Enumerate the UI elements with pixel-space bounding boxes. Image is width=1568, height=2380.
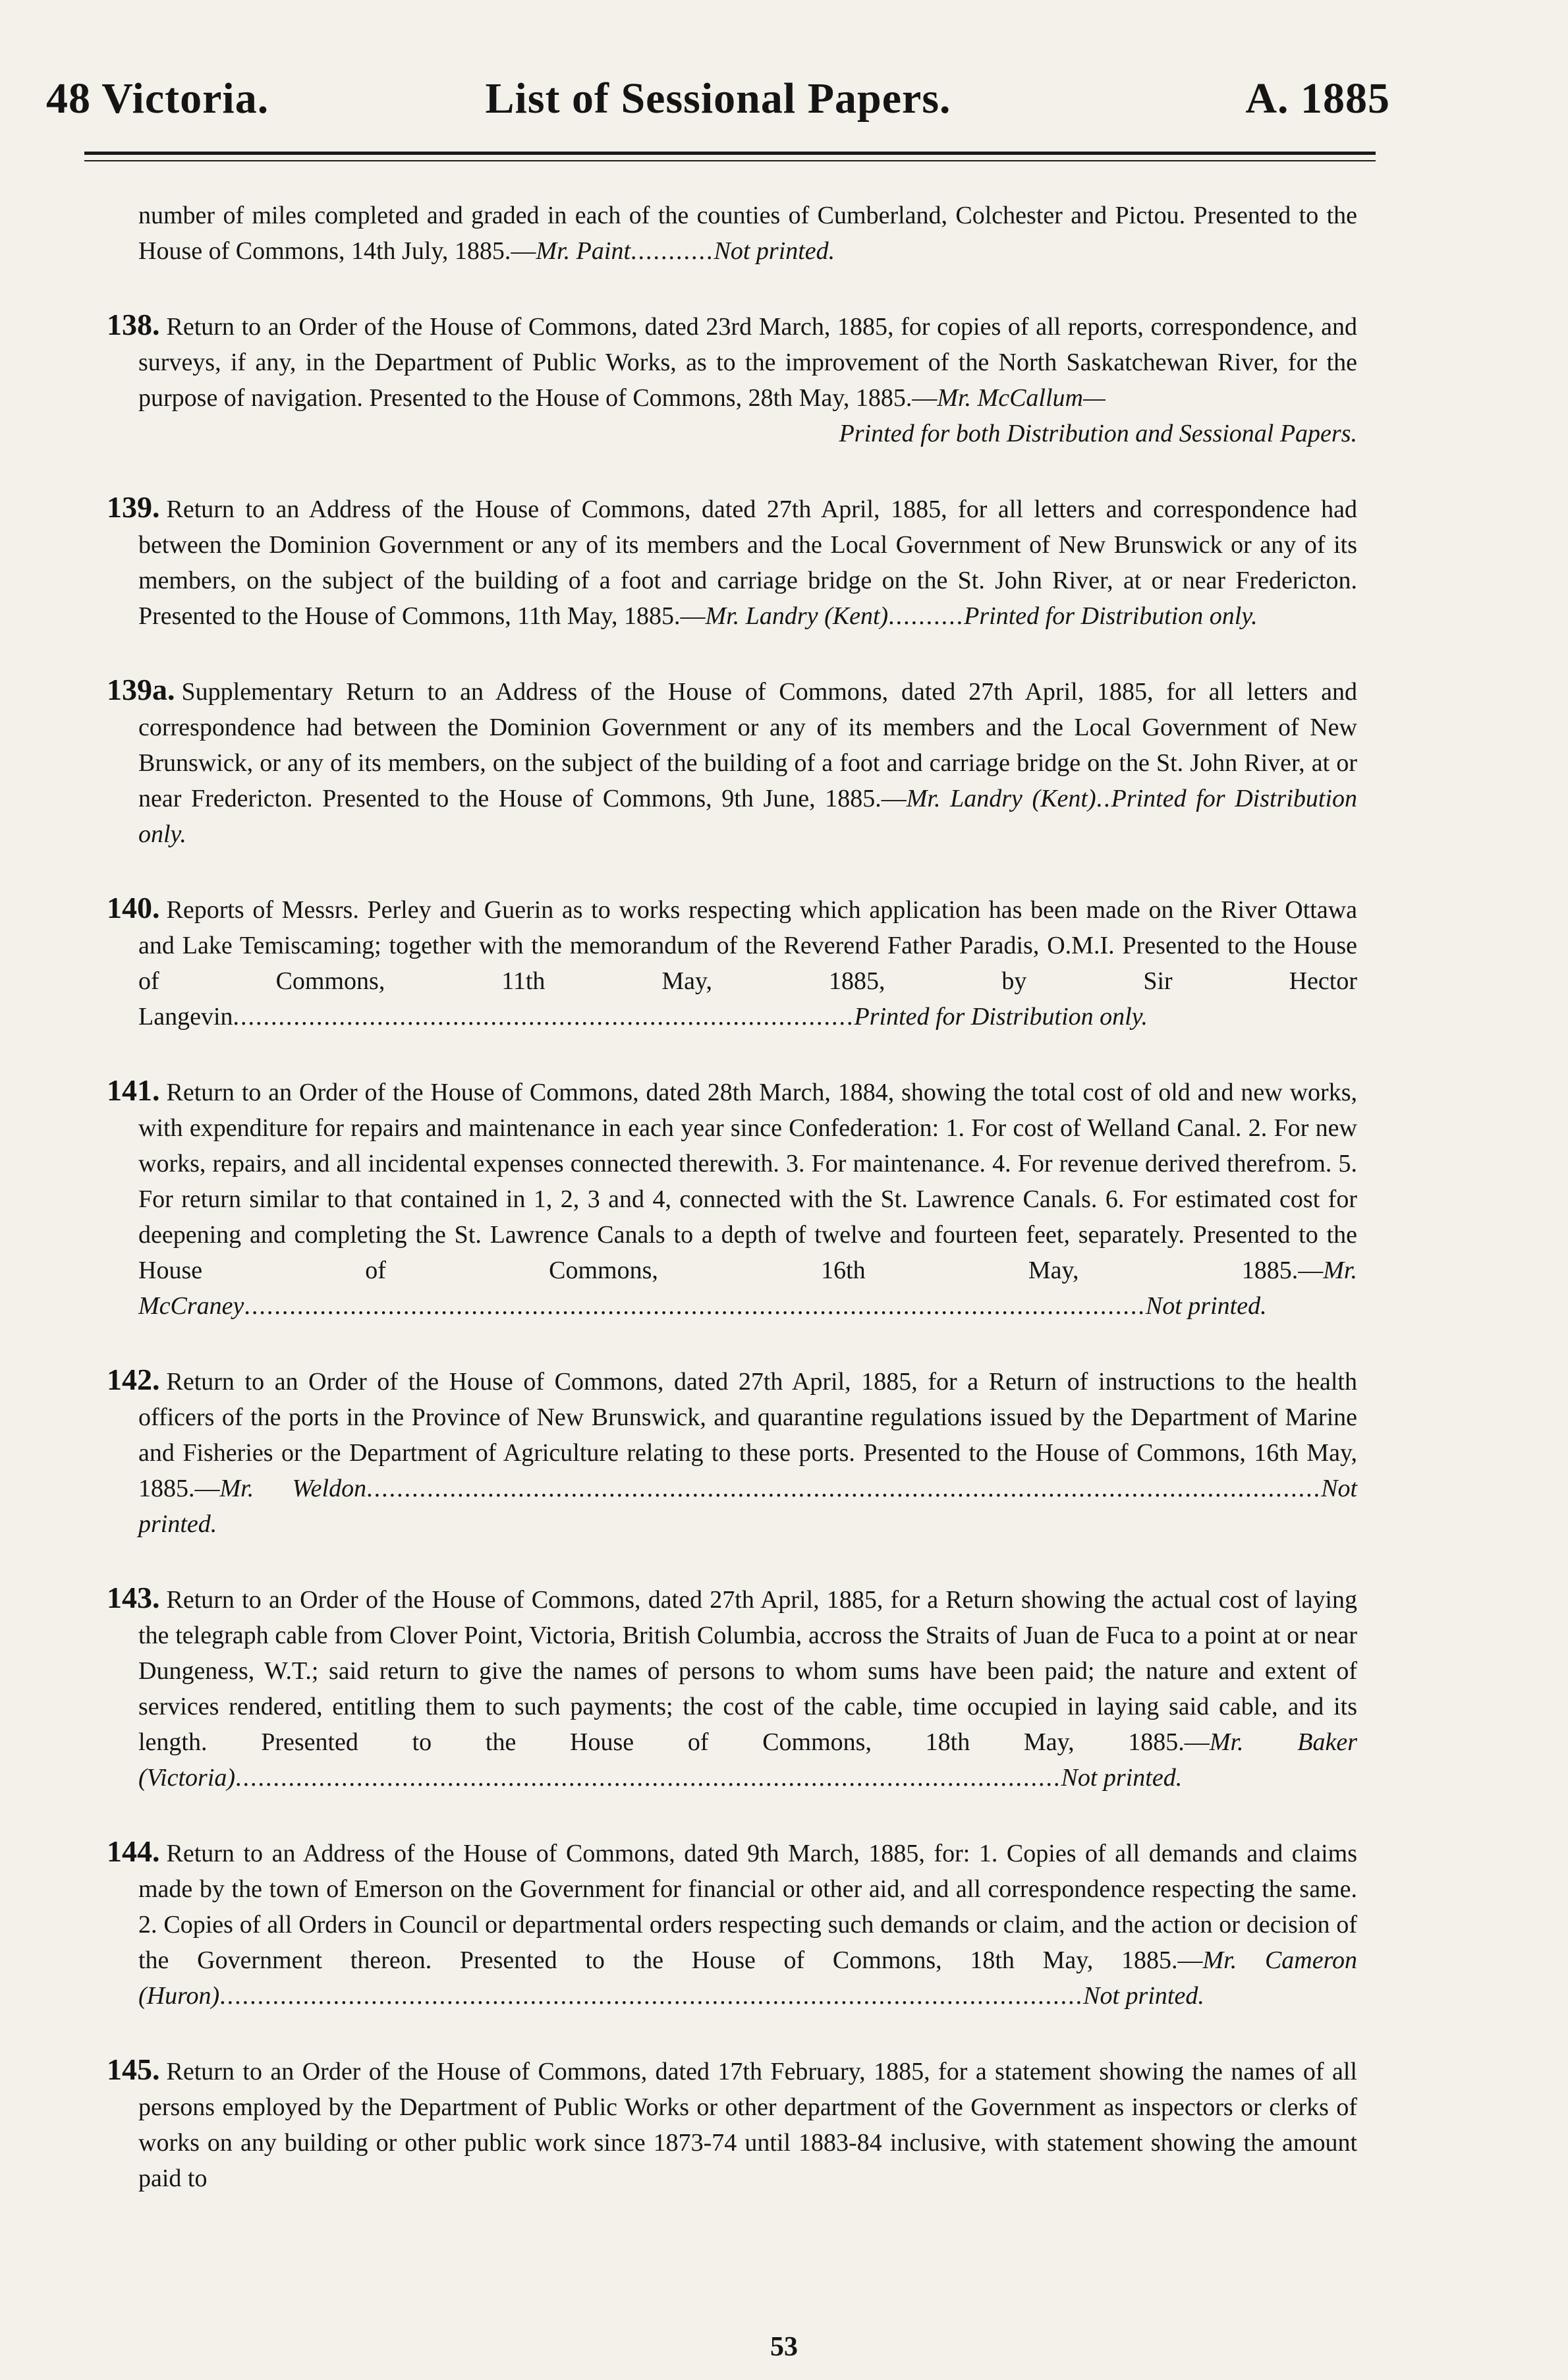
header-left: 48 Victoria. <box>46 74 269 123</box>
entry-141 <box>107 1073 1357 1324</box>
entry-text: Return to an Order of the House of Commons, dated 27th April, 1885, for a Return of instructions to the health officers of the ports in the Province of New Brunswick, and quarantine regulations issued by the Department of Marine and Fisheries or the Department of Agriculture relating to these ports. Presented to the House of Commons, 16th May, 1885.— <box>138 1368 1357 1502</box>
entry-144 <box>107 1834 1357 2014</box>
entry-number: 141. <box>107 1073 160 1107</box>
entry-presenter: Mr. Paint <box>536 237 630 265</box>
entry-number: 143. <box>107 1581 160 1614</box>
header-right: A. 1885 <box>1245 74 1390 123</box>
entry-status: Not printed. <box>1145 1292 1267 1320</box>
entry-140 <box>107 890 1357 1034</box>
entry-number: 145. <box>107 2053 160 2086</box>
header-title: List of Sessional Papers. <box>485 74 951 123</box>
entry-status: Printed for Distribution only. <box>138 785 1357 848</box>
entry-leader: .................................................................................................................. <box>219 1982 1084 2010</box>
entry-status: Not printed. <box>138 1475 1357 1538</box>
entry-presenter: Mr. McCallum— <box>937 384 1106 412</box>
entry-leader: ............................................................................................................. <box>235 1764 1061 1792</box>
entry-status: Not printed. <box>1083 1982 1204 2010</box>
page-number: 53 <box>770 2332 798 2362</box>
entry-text: number of miles completed and graded in each of the counties of Cumberland, Colchester and Pictou. Presented to the House of Commons, 14th July, 1885.— <box>138 202 1357 265</box>
entry-text: Return to an Order of the House of Commons, dated 23rd March, 1885, for copies of all reports, correspondence, and surveys, if any, in the Department of Public Works, as to the improvement of the North Saskatchewan River, for the purpose of navigation. Presented to the House of Commons, 28th May, 1885.— <box>138 313 1357 412</box>
entry-leader: .. <box>1096 785 1111 812</box>
entry-145 <box>107 2052 1357 2196</box>
entry-status: Printed for both Distribution and Sessional Papers. <box>839 420 1357 447</box>
entry-text: Supplementary Return to an Address of the House of Commons, dated 27th April, 1885, for all letters and correspondence had between the Dominion Government or any of its members and the Local Government of New Brunswick, or any of its members, on the subject of the building of a foot and carriage bridge on the St. John River, at or near Fredericton. Presented to the House of Commons, 9th June, 1885.— <box>138 678 1357 812</box>
entry-text: Return to an Address of the House of Commons, dated 9th March, 1885, for: 1. Copies of all demands and claims made by the town of Emerson on the Government for financial or other aid, and all correspondence respecting the same. 2. Copies of all Orders in Council or departmental orders respecting such demands or claim, and the action or decision of the Government thereon. Presented to the House of Commons, 18th May, 1885.— <box>138 1840 1357 1974</box>
entry-continued <box>138 198 1357 269</box>
entry-143 <box>107 1580 1357 1796</box>
entry-text: Return to an Order of the House of Commons, dated 28th March, 1884, showing the total cost of old and new works, with expenditure for repairs and maintenance in each year since Confederation: 1. For cost of Welland Canal. 2. For new works, repairs, and all incidental expenses connected therewith. 3. For maintenance. 4. For revenue derived therefrom. 5. For return similar to that contained in 1, 2, 3 and 4, connected with the St. Lawrence Canals. 6. For estimated cost for deepening and completing the St. Lawrence Canals to a depth of twelve and fourteen feet, separately. Presented to the House of Commons, 16th May, 1885.— <box>138 1079 1357 1284</box>
entry-status: Not printed. <box>1061 1764 1183 1792</box>
entry-number: 138. <box>107 308 160 341</box>
entries-body <box>107 198 1357 2234</box>
entry-142 <box>107 1362 1357 1542</box>
entry-presenter: Mr. Weldon <box>219 1475 367 1502</box>
entry-presenter: Mr. McCraney <box>138 1257 1357 1320</box>
entry-status: Not printed. <box>714 237 835 265</box>
entry-text: Return to an Order of the House of Commons, dated 27th April, 1885, for a Return showing the actual cost of laying the telegraph cable from Clover Point, Victoria, British Columbia, accross the Straits of Juan de Fuca to a point at or near Dungeness, W.T.; said return to give the names of persons to whom sums have been paid; the nature and extent of services rendered, entitling them to such payments; the cost of the cable, time occupied in laying said cable, and its length. Presented to the House of Commons, 18th May, 1885.— <box>138 1586 1357 1756</box>
entry-number: 139. <box>107 490 160 524</box>
entry-139a <box>107 672 1357 852</box>
entry-status: Printed for Distribution only. <box>854 1003 1148 1031</box>
entry-leader: .......... <box>888 602 965 630</box>
header-rule-thin <box>84 160 1376 161</box>
entry-leader: ........... <box>630 237 714 265</box>
page-header <box>46 74 1390 146</box>
entry-presenter: Mr. Cameron (Huron) <box>138 1946 1357 2010</box>
entry-presenter: Mr. Baker (Victoria) <box>138 1728 1357 1792</box>
entry-leader: ....................................................................................................................... <box>244 1292 1146 1320</box>
entry-text: Return to an Order of the House of Commons, dated 17th February, 1885, for a statement showing the names of all persons employed by the Department of Public Works or other department of the Government as inspectors or clerks of works on any building or other public work since 1873-74 until 1883-84 inclusive, with statement showing the amount paid to <box>138 2058 1357 2192</box>
header-rule-thick <box>84 152 1376 155</box>
entry-text: Return to an Address of the House of Commons, dated 27th April, 1885, for all letters and correspondence had between the Dominion Government or any of its members and the Local Government of New Brunswick or any of its members, on the subject of the building of a foot and carriage bridge on the St. John River, at or near Fredericton. Presented to the House of Commons, 11th May, 1885.— <box>138 496 1357 630</box>
entry-status: Printed for Distribution only. <box>964 602 1258 630</box>
entry-leader: .............................................................................................................................. <box>366 1475 1322 1502</box>
entry-presenter: Mr. Landry (Kent) <box>906 785 1096 812</box>
entry-number: 144. <box>107 1834 160 1868</box>
entry-leader: .................................................................................. <box>233 1003 854 1031</box>
entry-number: 139a. <box>107 673 175 706</box>
entry-138 <box>107 307 1357 451</box>
entry-139 <box>107 490 1357 634</box>
entry-number: 142. <box>107 1363 160 1396</box>
entry-presenter: Mr. Landry (Kent) <box>705 602 889 630</box>
entry-number: 140. <box>107 891 160 924</box>
entry-text: Reports of Messrs. Perley and Guerin as to works respecting which application has been made on the River Ottawa and Lake Temiscaming; together with the memorandum of the Reverend Father Paradis, O.M.I. Presented to the House of Commons, 11th May, 1885, by Sir Hector Langevin <box>138 896 1357 1031</box>
